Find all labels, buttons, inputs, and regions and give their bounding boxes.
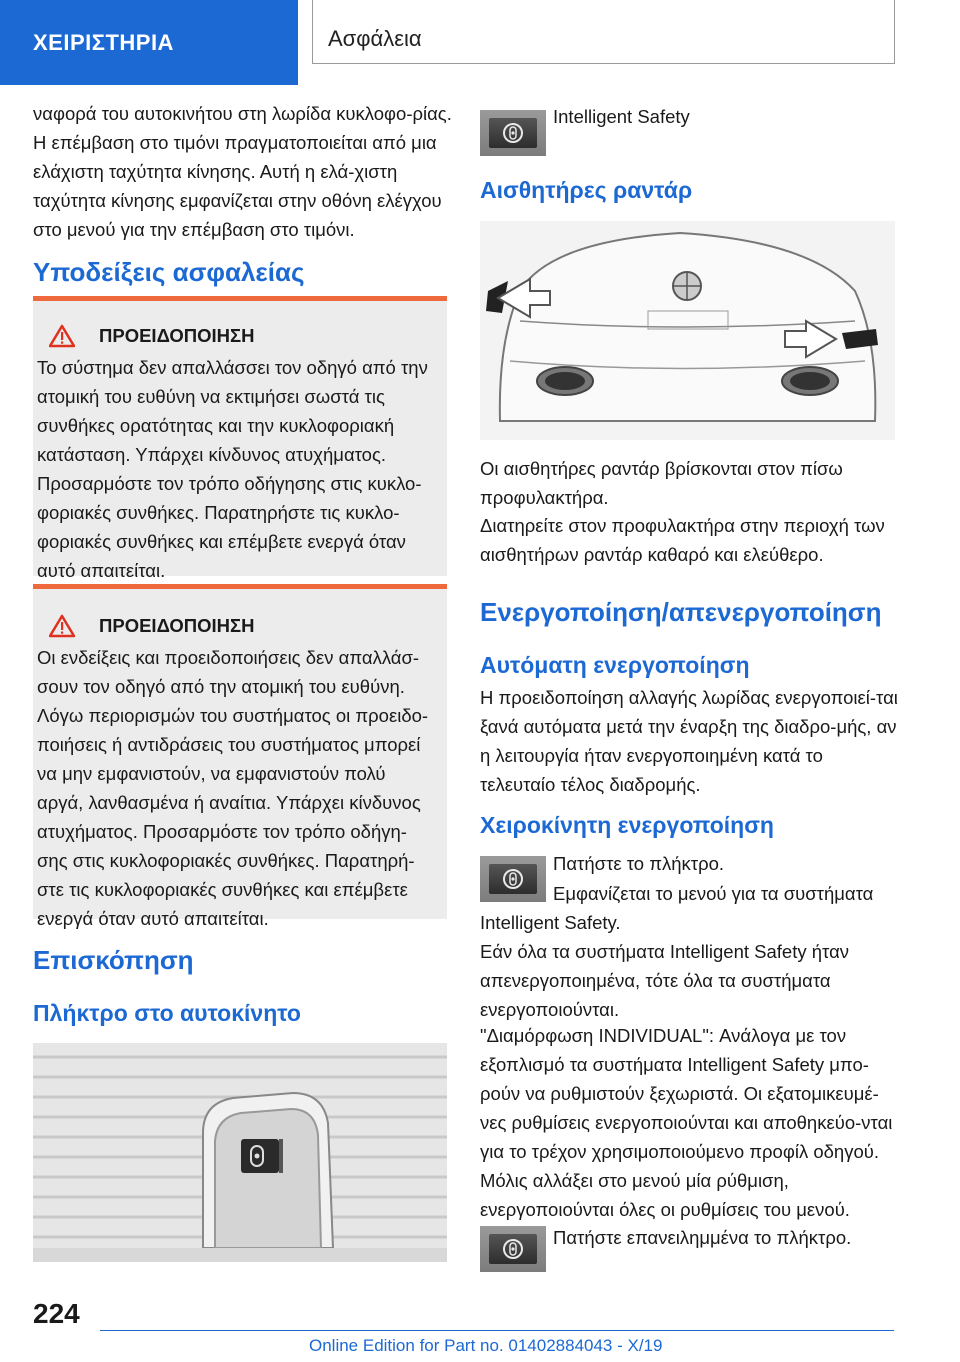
radar-sensor-photo xyxy=(480,221,895,440)
warning-box-1 xyxy=(33,301,447,581)
auto-activation-text: Η προειδοποίηση αλλαγής λωρίδας ενεργοποιεί-ται ξανά αυτόματα μετά την έναρξη της διαδρο-μής, αν η λειτουργία ήταν ενεργοποιημένη κατά το τελευταίο τέλος διαδρομής. xyxy=(480,687,898,795)
menu-text: Εμφανίζεται το μενού για τα συστήματα Intelligent Safety. xyxy=(480,883,874,933)
radar-paragraph-2: Διατηρείτε στον προφυλακτήρα στην περιοχή των αισθητήρων ραντάρ καθαρό και ελεύθερο. xyxy=(480,515,885,565)
warning-box-2 xyxy=(33,589,447,929)
intro-paragraph: ναφορά του αυτοκινήτου στη λωρίδα κυκλοφο-ρίας. Η επέμβαση στο τιμόνι πραγματοποιείται από μια ελάχιστη ταχύτητα κίνησης. Αυτή η ελά-χιστη ταχύτητα κίνησης εμφανίζεται στην οθόνη ελέγχου στο μενού για την επέμβαση στο τιμόνι. xyxy=(33,103,452,240)
warning-text: Το σύστημα δεν απαλλάσσει τον οδηγό από την ατομική του ευθύνη να εκτιμήσει σωστά τις συνθήκες ορατότητας και την κυκλοφοριακή κατάσταση. Υπάρχει κίνδυνος ατυχήματος. Προσαρμόστε τον τρόπο οδήγησης στις κυκλο-φοριακές συνθήκες. Παρατηρήστε τις κυκλο-φοριακές συνθήκες και επέμβετε ενεργά όταν αυτό απαιτείται. xyxy=(37,357,428,581)
safety-heading: Υποδείξεις ασφαλείας xyxy=(33,257,305,287)
intelligent-safety-icon xyxy=(496,1237,530,1261)
intelligent-safety-button[interactable] xyxy=(480,110,546,156)
section-title: Ασφάλεια xyxy=(328,26,422,51)
individual-text: "Διαμόρφωση INDIVIDUAL": Ανάλογα με τον εξοπλισμό τα συστήματα Intelligent Safety μπο-ρούν να ρυθμιστούν ξεχωριστά. Οι εξατομικευμέ-νες ρυθμίσεις ενεργοποιούνται και αποθηκεύο-νται για το τρέχον χρησιμοποιούμενο προφίλ οδηγού. Μόλις αλλάξει στο μενού μία ρύθμιση, ενεργοποιούνται όλες οι ρυθμίσεις του μενού. xyxy=(480,1025,893,1220)
warning-triangle-icon xyxy=(49,324,75,348)
overview-heading: Επισκόπηση xyxy=(33,945,194,975)
press-repeat-text: Πατήστε επανειλημμένα το πλήκτρο. xyxy=(553,1227,852,1248)
manual-activation-heading: Χειροκίνητη ενεργοποίηση xyxy=(480,812,774,838)
page-number: 224 xyxy=(33,1298,80,1329)
edition-link[interactable]: Online Edition for Part no. 01402884043 - X/19 xyxy=(309,1336,663,1355)
warning-title: ΠΡΟΕΙΔΟΠΟΙΗΣΗ xyxy=(99,615,255,636)
warning-triangle-icon xyxy=(49,614,75,638)
warning-title: ΠΡΟΕΙΔΟΠΟΙΗΣΗ xyxy=(99,325,255,346)
footer-divider xyxy=(100,1330,894,1331)
press-key-text: Πατήστε το πλήκτρο. xyxy=(553,853,725,874)
button-heading: Πλήκτρο στο αυτοκίνητο xyxy=(33,1000,301,1026)
all-off-text: Εάν όλα τα συστήματα Intelligent Safety ήταν απενεργοποιημένα, τότε όλα τα συστήματα ενεργοποιούνται. xyxy=(480,941,850,1020)
warning-text: Οι ενδείξεις και προειδοποιήσεις δεν απαλλάσ-σουν τον οδηγό από την ατομική του ευθύνη. Λόγω περιορισμών του συστήματος οι προειδο-ποιήσεις ή αντιδράσεις του συστήματος μπορεί να μην εμφανιστούν, να εμφανιστούν πολύ αργά, λανθασμένα ή αναίτια. Υπάρχει κίνδυνος ατυχήματος. Προσαρμόστε τον τρόπο οδήγη-σης στις κυκλοφοριακές συνθήκες. Παρατηρή-στε τις κυκλοφοριακές συνθήκες και επέμβετε ενεργά όταν αυτό απαιτείται. xyxy=(37,647,429,929)
activation-heading: Ενεργοποίηση/απενεργοποίηση xyxy=(480,597,882,627)
radar-heading: Αισθητήρες ραντάρ xyxy=(480,177,693,203)
intelligent-safety-button[interactable] xyxy=(480,1226,546,1272)
chapter-tab: ΧΕΙΡΙΣΤΗΡΙΑ xyxy=(0,0,298,85)
auto-activation-heading: Αυτόματη ενεργοποίηση xyxy=(480,652,750,678)
button-label: Intelligent Safety xyxy=(553,106,690,127)
car-button-photo xyxy=(33,1043,447,1262)
radar-paragraph-1: Οι αισθητήρες ραντάρ βρίσκονται στον πίσω προφυλακτήρα. xyxy=(480,458,843,508)
intelligent-safety-icon xyxy=(496,121,530,145)
